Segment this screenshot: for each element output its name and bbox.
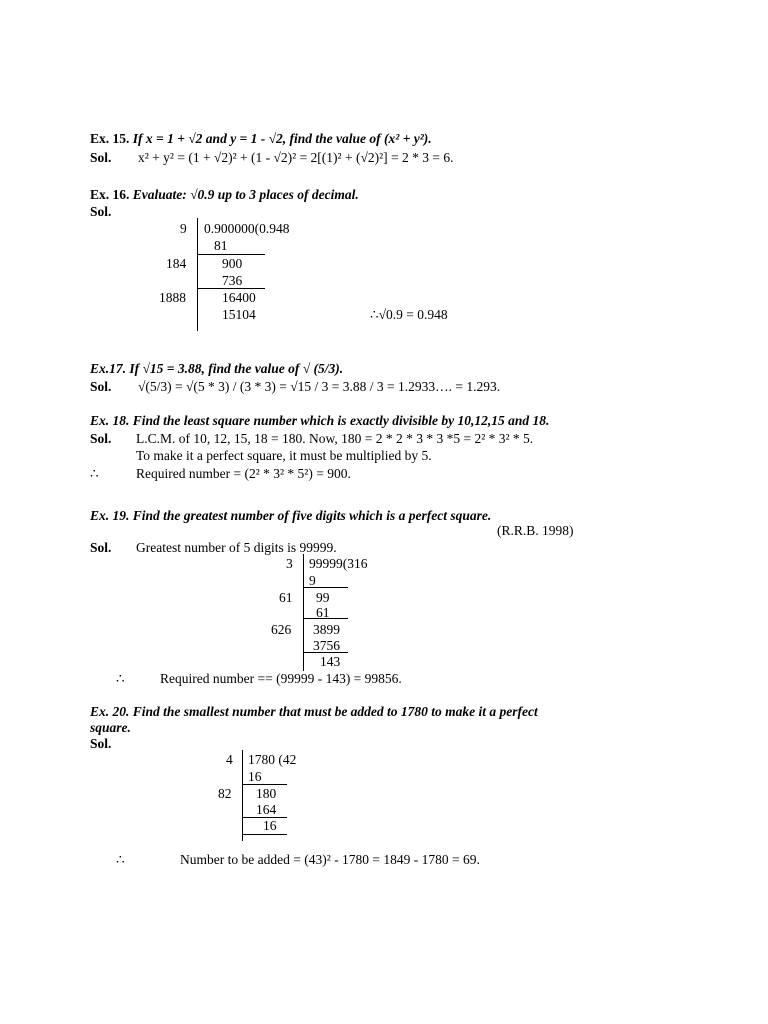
ex17-heading [90,361,343,377]
ex16-rule-2 [197,288,265,289]
ex16-vertical-line [197,218,198,331]
ex15-solution: x² + y² = (1 + √2)² + (1 - √2)² = 2[(1)² + (√2)²] = 2 * 3 = 6. [138,150,454,165]
ex16-divisor-2: 184 [166,256,187,271]
ex19-rule-2 [303,618,348,619]
ex19-question: Find the greatest number of five digits which is a perfect square. [132,508,492,523]
ex16-divisor-3: 1888 [159,290,186,305]
ex15-sol-label: Sol. [90,150,112,165]
ex20-label: Ex. 20. [90,704,130,719]
ex20-rule-3 [242,834,287,835]
ex18-heading [90,413,549,429]
ex18-therefore: ∴ [90,466,99,481]
ex19-therefore: ∴ [116,671,125,686]
ex16-row-5: 16400 [222,290,256,305]
ex20-row-5: 16 [263,818,277,833]
ex19-row-1: 99999(316 [309,556,368,571]
ex18-label: Ex. 18. [90,413,130,428]
ex20-question-cont: square. [90,720,131,735]
ex16-rule-1 [197,254,265,255]
ex18-question: Find the least square number which is exactly divisible by 10,12,15 and 18. [132,413,550,428]
ex16-divisor-1: 9 [180,221,187,236]
ex18-line-3: Required number = (2² * 3² * 5²) = 900. [136,466,351,481]
ex16-result: ∴√0.9 = 0.948 [370,307,448,322]
ex20-therefore: ∴ [116,852,125,867]
ex20-divisor-2: 82 [218,786,232,801]
ex16-row-4: 736 [222,273,243,288]
ex19-row-6: 3756 [313,638,340,653]
ex18-line-2: To make it a perfect square, it must be multiplied by 5. [136,448,432,463]
ex17-solution: √(5/3) = √(5 * 3) / (3 * 3) = √15 / 3 = 3.88 / 3 = 1.2933…. = 1.293. [138,379,501,394]
ex19-row-4: 61 [316,605,330,620]
ex20-row-1: 1780 (42 [248,752,297,767]
ex17-question: If √15 = 3.88, find the value of √ (5/3). [129,361,344,376]
ex19-source: (R.R.B. 1998) [497,523,574,538]
ex20-row-4: 164 [256,802,277,817]
ex15-label: Ex. 15. [90,131,130,146]
ex20-result: Number to be added = (43)² - 1780 = 1849 - 1780 = 69. [180,852,480,867]
ex20-row-2: 16 [248,769,262,784]
ex19-divisor-1: 3 [286,556,293,571]
ex19-row-7: 143 [320,654,341,669]
ex16-row-1: 0.900000(0.948 [204,221,290,236]
ex15-heading [90,131,432,147]
ex16-heading [90,187,359,203]
ex19-row-5: 3899 [313,622,340,637]
ex20-row-3: 180 [256,786,277,801]
ex19-sol-label: Sol. [90,540,112,555]
ex20-rule-1 [242,784,287,785]
ex20-sol-label: Sol. [90,736,112,751]
ex17-label: Ex.17. [90,361,127,376]
ex19-row-2: 9 [309,573,316,588]
ex19-vertical-line [303,554,304,671]
ex17-sol-label: Sol. [90,379,112,394]
ex16-row-2: 81 [214,238,228,253]
ex19-result: Required number == (99999 - 143) = 99856. [160,671,402,686]
ex19-label: Ex. 19. [90,508,130,523]
ex19-line-1: Greatest number of 5 digits is 99999. [136,540,337,555]
ex16-sol-label: Sol. [90,204,112,219]
ex20-rule-2 [242,817,287,818]
ex20-divisor-1: 4 [226,752,233,767]
ex19-rule-1 [303,587,348,588]
ex15-question: If x = 1 + √2 and y = 1 - √2, find the value of (x² + y²). [132,131,432,146]
ex16-row-3: 900 [222,256,243,271]
ex18-sol-label: Sol. [90,431,112,446]
ex20-question: Find the smallest number that must be added to 1780 to make it a perfect [132,704,538,719]
ex19-divisor-2: 61 [279,590,293,605]
ex19-rule-3 [303,652,348,653]
ex19-row-3: 99 [316,590,330,605]
ex16-label: Ex. 16. [90,187,130,202]
ex16-row-6: 15104 [222,307,256,322]
ex19-divisor-3: 626 [271,622,292,637]
ex19-heading [90,508,491,524]
ex18-line-1: L.C.M. of 10, 12, 15, 18 = 180. Now, 180 = 2 * 2 * 3 * 3 *5 = 2² * 3² * 5. [136,431,534,446]
ex20-heading [90,704,538,720]
ex20-vertical-line [242,750,243,841]
ex16-question: Evaluate: √0.9 up to 3 places of decimal. [132,187,359,202]
